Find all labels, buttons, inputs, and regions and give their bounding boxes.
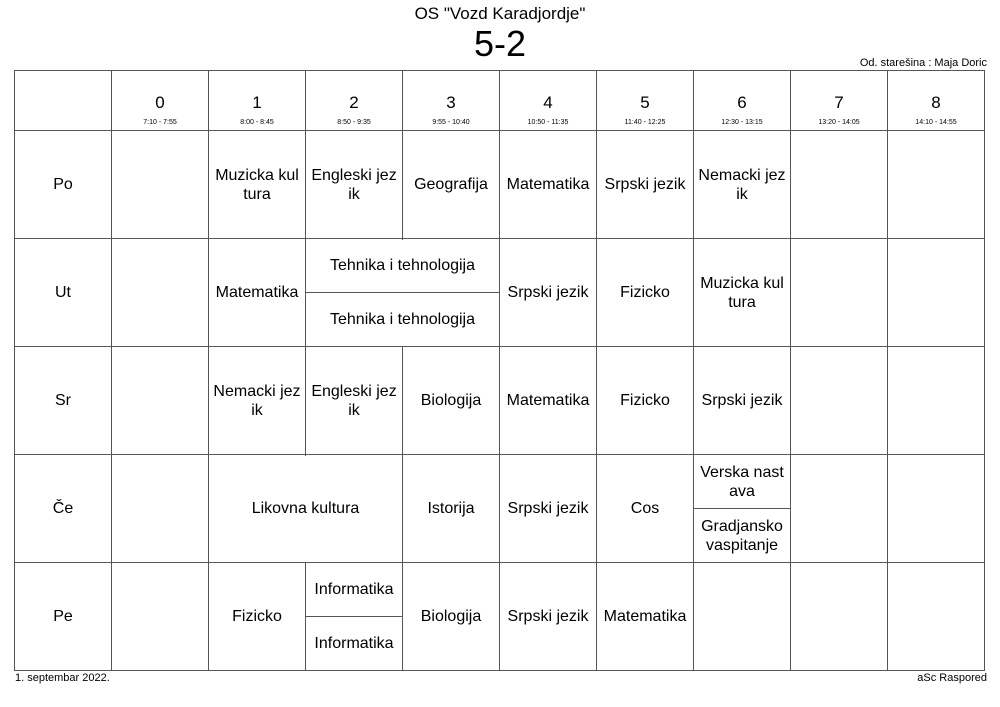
lesson-subject: Cos bbox=[630, 500, 660, 517]
lesson-cell bbox=[403, 131, 500, 239]
header-row bbox=[15, 71, 985, 131]
period-number: 6 bbox=[737, 93, 747, 112]
lesson-cell bbox=[403, 563, 500, 671]
lesson-subject: Informatika bbox=[314, 581, 394, 598]
lesson-cell-group-a bbox=[306, 239, 500, 293]
lesson-empty bbox=[112, 347, 209, 455]
lesson-empty bbox=[888, 239, 985, 347]
lesson-subject: Fizicko bbox=[620, 284, 670, 301]
period-time: 8:50 - 9:35 bbox=[337, 119, 371, 126]
lesson-subject: Matematika bbox=[506, 176, 590, 193]
day-row-pe bbox=[15, 563, 985, 617]
lesson-subject: Tehnika i tehnologija bbox=[330, 257, 475, 274]
lesson-empty bbox=[112, 455, 209, 563]
lesson-subject: Engleski jezik bbox=[311, 382, 397, 419]
lesson-subject: Biologija bbox=[420, 608, 482, 625]
lesson-cell bbox=[306, 347, 403, 455]
lesson-cell bbox=[694, 131, 791, 239]
lesson-cell bbox=[597, 239, 694, 347]
lesson-empty bbox=[791, 131, 888, 239]
lesson-cell bbox=[209, 347, 306, 455]
lesson-cell bbox=[500, 347, 597, 455]
day-row-sr bbox=[15, 347, 985, 455]
period-time: 9:55 - 10:40 bbox=[432, 119, 470, 126]
lesson-subject: Gradjansko vaspitanje bbox=[701, 517, 783, 554]
lesson-empty bbox=[888, 455, 985, 563]
timetable bbox=[14, 70, 985, 671]
lesson-cell bbox=[597, 455, 694, 563]
period-number: 5 bbox=[640, 93, 650, 112]
lesson-cell bbox=[500, 131, 597, 239]
lesson-cell bbox=[403, 455, 500, 563]
lesson-cell bbox=[597, 563, 694, 671]
lesson-empty bbox=[694, 563, 791, 671]
lesson-subject: Biologija bbox=[420, 392, 482, 409]
lesson-subject: Geografija bbox=[414, 176, 488, 193]
lesson-cell-group-b bbox=[306, 293, 500, 347]
lesson-empty bbox=[112, 131, 209, 239]
lesson-cell bbox=[209, 239, 306, 347]
period-time: 8:00 - 8:45 bbox=[240, 119, 274, 126]
lesson-empty bbox=[791, 563, 888, 671]
lesson-cell bbox=[500, 455, 597, 563]
lesson-subject: Likovna kultura bbox=[251, 500, 360, 517]
lesson-cell-group-a bbox=[694, 455, 791, 509]
period-time: 14:10 - 14:55 bbox=[915, 119, 957, 126]
period-header bbox=[597, 71, 694, 131]
period-number: 2 bbox=[349, 93, 359, 112]
class-name: 5-2 bbox=[473, 23, 527, 64]
lesson-cell-group-b bbox=[306, 617, 403, 671]
lesson-subject: Srpski jezik bbox=[604, 176, 686, 193]
lesson-cell-group-a bbox=[306, 563, 403, 617]
period-header bbox=[500, 71, 597, 131]
lesson-subject: Muzicka kultura bbox=[215, 166, 299, 203]
period-number: 3 bbox=[446, 93, 456, 112]
lesson-cell bbox=[500, 563, 597, 671]
day-label: Če bbox=[15, 455, 112, 563]
lesson-subject: Istorija bbox=[427, 500, 475, 517]
lesson-cell bbox=[209, 131, 306, 239]
day-label: Sr bbox=[15, 347, 112, 455]
lesson-cell bbox=[597, 131, 694, 239]
lesson-empty bbox=[888, 347, 985, 455]
lesson-subject: Srpski jezik bbox=[507, 608, 589, 625]
day-label: Pe bbox=[15, 563, 112, 671]
lesson-subject: Verska nastava bbox=[700, 463, 784, 500]
period-number: 1 bbox=[252, 93, 262, 112]
lesson-cell-group-b bbox=[694, 509, 791, 563]
period-header bbox=[209, 71, 306, 131]
period-header bbox=[791, 71, 888, 131]
day-row-ut bbox=[15, 239, 985, 293]
lesson-subject: Muzicka kultura bbox=[700, 274, 784, 311]
period-number: 0 bbox=[155, 93, 165, 112]
lesson-empty bbox=[791, 347, 888, 455]
lesson-subject: Srpski jezik bbox=[507, 500, 589, 517]
period-time: 12:30 - 13:15 bbox=[721, 119, 763, 126]
day-label: Ut bbox=[15, 239, 112, 347]
lesson-subject: Srpski jezik bbox=[507, 284, 589, 301]
period-time: 10:50 - 11:35 bbox=[527, 119, 569, 126]
period-header bbox=[403, 71, 500, 131]
period-time: 7:10 - 7:55 bbox=[143, 119, 177, 126]
school-name: OS "Vozd Karadjordje" bbox=[414, 4, 586, 23]
footer-brand: aSc Raspored bbox=[917, 672, 987, 684]
lesson-cell bbox=[209, 563, 306, 671]
lesson-cell bbox=[500, 239, 597, 347]
day-row-po bbox=[15, 131, 985, 239]
lesson-cell bbox=[306, 131, 403, 239]
footer-date: 1. septembar 2022. bbox=[15, 672, 110, 684]
lesson-subject: Matematika bbox=[603, 608, 687, 625]
corner-cell bbox=[15, 71, 112, 131]
lesson-subject: Engleski jezik bbox=[311, 166, 397, 203]
lesson-subject: Nemacki jezik bbox=[698, 166, 786, 203]
lesson-cell bbox=[694, 239, 791, 347]
period-number: 8 bbox=[931, 93, 941, 112]
lesson-cell bbox=[403, 347, 500, 455]
lesson-cell bbox=[694, 347, 791, 455]
lesson-empty bbox=[112, 563, 209, 671]
period-number: 4 bbox=[543, 93, 553, 112]
lesson-cell bbox=[597, 347, 694, 455]
period-time: 13:20 - 14:05 bbox=[818, 119, 860, 126]
lesson-subject: Fizicko bbox=[232, 608, 282, 625]
period-time: 11:40 - 12:25 bbox=[624, 119, 666, 126]
lesson-subject: Srpski jezik bbox=[701, 392, 783, 409]
lesson-empty bbox=[791, 455, 888, 563]
lesson-subject: Tehnika i tehnologija bbox=[330, 311, 475, 328]
lesson-empty bbox=[791, 239, 888, 347]
period-header bbox=[112, 71, 209, 131]
period-number: 7 bbox=[834, 93, 844, 112]
lesson-empty bbox=[888, 563, 985, 671]
day-row-ce bbox=[15, 455, 985, 509]
homeroom-teacher: Od. starešina : Maja Doric bbox=[859, 57, 987, 69]
period-header bbox=[888, 71, 985, 131]
lesson-empty bbox=[112, 239, 209, 347]
lesson-subject: Nemacki jezik bbox=[213, 382, 301, 419]
lesson-cell bbox=[209, 455, 403, 563]
period-header bbox=[306, 71, 403, 131]
period-header bbox=[694, 71, 791, 131]
lesson-subject: Matematika bbox=[215, 284, 299, 301]
lesson-empty bbox=[888, 131, 985, 239]
day-label: Po bbox=[15, 131, 112, 239]
lesson-subject: Matematika bbox=[506, 392, 590, 409]
lesson-subject: Fizicko bbox=[620, 392, 670, 409]
lesson-subject: Informatika bbox=[314, 635, 394, 652]
